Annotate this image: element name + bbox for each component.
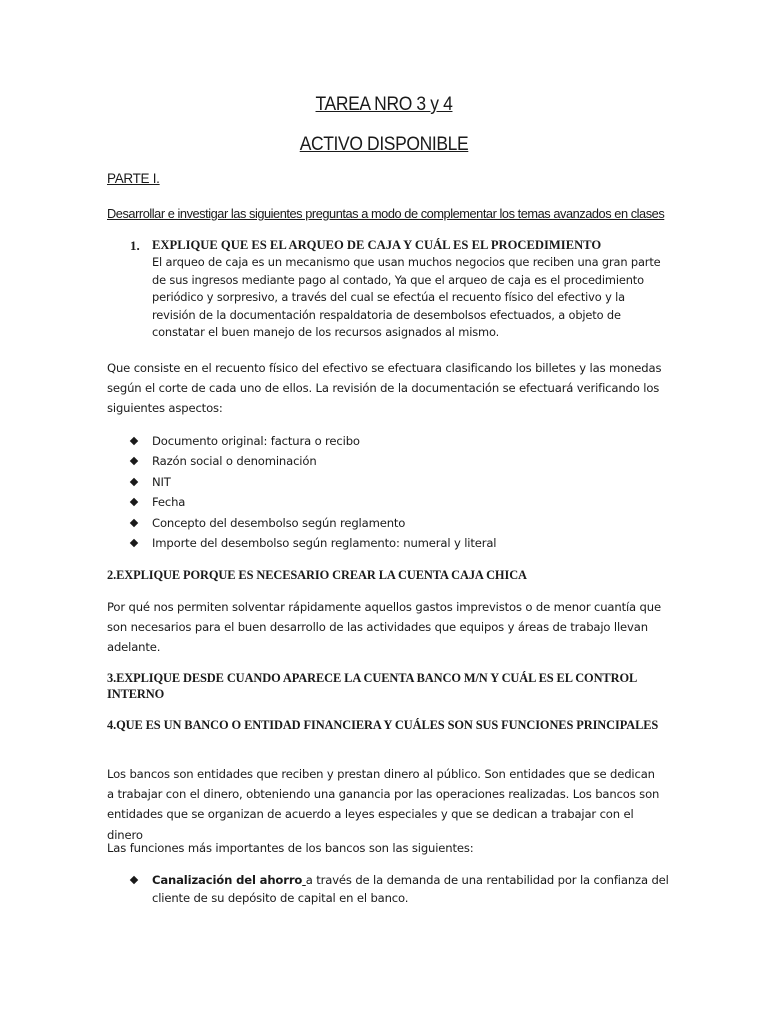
function-description (152, 871, 671, 908)
diamond-bullet-icon (130, 478, 138, 486)
list-item-text: NIT (152, 474, 171, 489)
question-4-heading: 4.QUE ES UN BANCO O ENTIDAD FINANCIERA Y CUÁLES SON SUS FUNCIONES PRINCIPALES (107, 718, 659, 732)
function-name: Canalización del ahorro (152, 873, 303, 887)
paragraph-bancos: Los bancos son entidades que reciben y prestan dinero al público. Son entidades que se dedican a trabajar con el dinero, obteniendo una ganancia por las operaciones realizadas. Los bancos son entidades que se organizan de acuerdo a leyes especiales y que se dedican a trabajar con el dinero (107, 767, 660, 842)
paragraph-caja-chica: Por qué nos permiten solventar rápidamente aquellos gastos imprevistos o de menor cuantía que son necesarios para el buen desarrollo de las actividades que equipos y áreas de trabajo llevan adelante. (107, 600, 661, 655)
question-1-heading: EXPLIQUE QUE ES EL ARQUEO DE CAJA Y CUÁL ES EL PROCEDIMIENTO (152, 238, 602, 252)
diamond-bullet-icon (130, 498, 138, 506)
paragraph-recuento: Que consiste en el recuento físico del efectivo se efectuara clasificando los billetes y las monedas según el corte de cada uno de ellos. La revisión de la documentación se efectuará verificando los siguientes aspectos: (107, 361, 662, 416)
list-item-text: Importe del desembolso según reglamento: numeral y literal (152, 535, 497, 550)
list-item-text: Concepto del desembolso según reglamento (152, 515, 406, 530)
paragraph-funciones-intro: Las funciones más importantes de los bancos son las siguientes: (107, 841, 474, 855)
diamond-bullet-icon (130, 437, 138, 445)
list-item-text: Razón social o denominación (152, 454, 317, 469)
question-1-number: 1. (130, 238, 140, 253)
instruction-text: Desarrollar e investigar las siguientes preguntas a modo de complementar los temas avanzados en clases (107, 206, 665, 221)
diamond-bullet-icon (130, 518, 138, 526)
question-1-answer: El arqueo de caja es un mecanismo que usan muchos negocios que reciben una gran parte de sus ingresos mediante pago al contado, Ya que el arqueo de caja es el procedimiento periódico y sorpresivo, a través del cual se efectúa el recuento físico del efectivo y la revisión de la documentación respaldatoria de desembolsos efectuados, a objeto de constatar el buen manejo de los recursos asignados al mismo. (152, 255, 661, 340)
diamond-bullet-icon (130, 539, 138, 547)
question-3-heading: 3.EXPLIQUE DESDE CUANDO APARECE LA CUENTA BANCO M/N Y CUÁL ES EL CONTROL INTERNO (107, 671, 637, 701)
document-title: TAREA NRO 3 y 4 (315, 94, 453, 115)
diamond-bullet-icon (130, 876, 138, 884)
diamond-bullet-icon (130, 457, 138, 465)
function-text: a través de la demanda de una rentabilidad por la confianza del cliente de su depósito de capital en el banco. (152, 873, 669, 906)
part-heading: PARTE I. (107, 171, 160, 186)
list-item-text: Fecha (152, 495, 186, 510)
question-2-heading: 2.EXPLIQUE PORQUE ES NECESARIO CREAR LA CUENTA CAJA CHICA (107, 568, 527, 582)
functions-list-item (131, 871, 671, 908)
list-item-text: Documento original: factura o recibo (152, 434, 360, 448)
document-subtitle: ACTIVO DISPONIBLE (299, 134, 469, 155)
